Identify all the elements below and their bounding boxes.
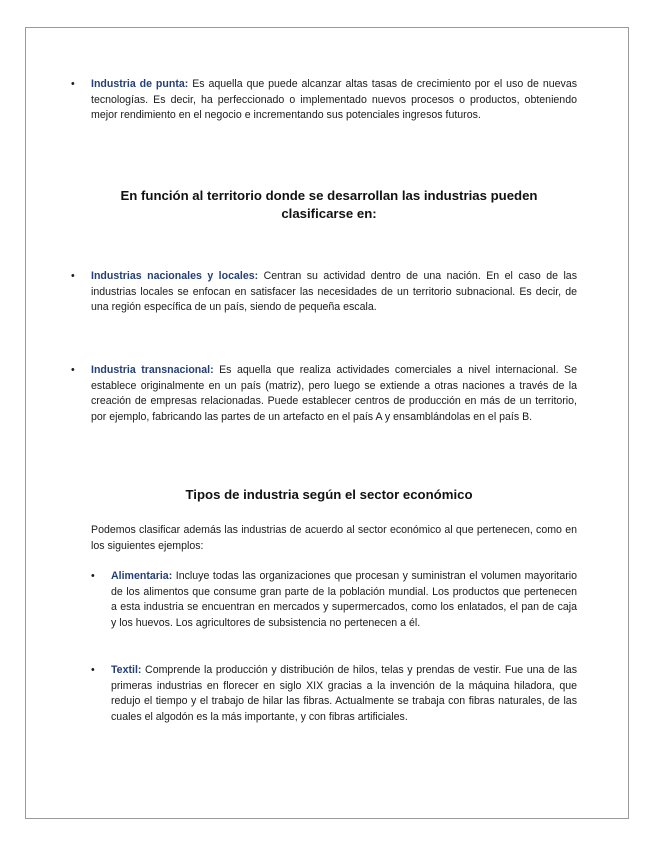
section-heading-sector: Tipos de industria según el sector económico xyxy=(185,487,473,502)
term-label: Textil: xyxy=(111,664,142,676)
bullet-icon: • xyxy=(91,570,95,582)
bullet-icon: • xyxy=(71,364,75,376)
list-item xyxy=(91,569,577,631)
list-item xyxy=(71,269,577,316)
document-page xyxy=(25,27,629,819)
item-text: Comprende la producción y distribución de hilos, telas y prendas de vestir. Fue una de las primeras industrias en florecer en siglo XIX gracias a la invención de la máquina hiladora, que redujo el tiempo y el trabajo de hilar las fibras. Actualmente se trabaja con fibras naturales, de las cuales el algodón es la más importante, y con fibras artificiales. xyxy=(111,664,577,723)
term-label: Industria de punta: xyxy=(91,78,189,90)
list-item xyxy=(71,363,577,425)
item-text: Es aquella que puede alcanzar altas tasas de crecimiento por el uso de nuevas tecnologías. Es decir, ha perfeccionado o implementado nuevos procesos o productos, obteniendo mejor rendimiento en el negocio e incrementando sus potenciales ingresos futuros. xyxy=(91,78,578,121)
bullet-icon: • xyxy=(71,78,75,90)
bullet-icon: • xyxy=(71,270,75,282)
list-item xyxy=(71,77,578,124)
list-item xyxy=(91,663,577,725)
item-text: Centran su actividad dentro de una nación. En el caso de las industrias locales se enfocan en satisfacer las necesidades de un territorio subnacional. Es decir, de una región específica de un país, siendo de pequeña escala. xyxy=(91,270,577,313)
item-text: Incluye todas las organizaciones que procesan y suministran el volumen mayoritario de los alimentos que consume gran parte de la población mundial. Los productos que pertenecen a esta industria se encuentran en mercados y supermercados, como los enlatados, el pan de caja y los huevos. Los agricultores de subsistencia no pertenecen a él. xyxy=(111,570,577,629)
intro-paragraph: Podemos clasificar además las industrias de acuerdo al sector económico al que pertenecen, como en los siguientes ejemplos: xyxy=(91,524,577,552)
term-label: Alimentaria: xyxy=(111,570,173,582)
section-heading-territory: En función al territorio donde se desarrollan las industrias pueden clasificarse en: xyxy=(120,188,538,221)
item-text: Es aquella que realiza actividades comerciales a nivel internacional. Se establece originalmente en un país (matriz), pero luego se extiende a otras naciones a través de la creación de empresas relacionadas. Puede establecer centros de producción en más de un territorio, por ejemplo, fabricando las partes de un artefacto en el país A y ensamblándolas en el país B. xyxy=(91,364,577,423)
term-label: Industrias nacionales y locales: xyxy=(91,270,259,282)
term-label: Industria transnacional: xyxy=(91,364,214,376)
bullet-icon: • xyxy=(91,664,95,676)
